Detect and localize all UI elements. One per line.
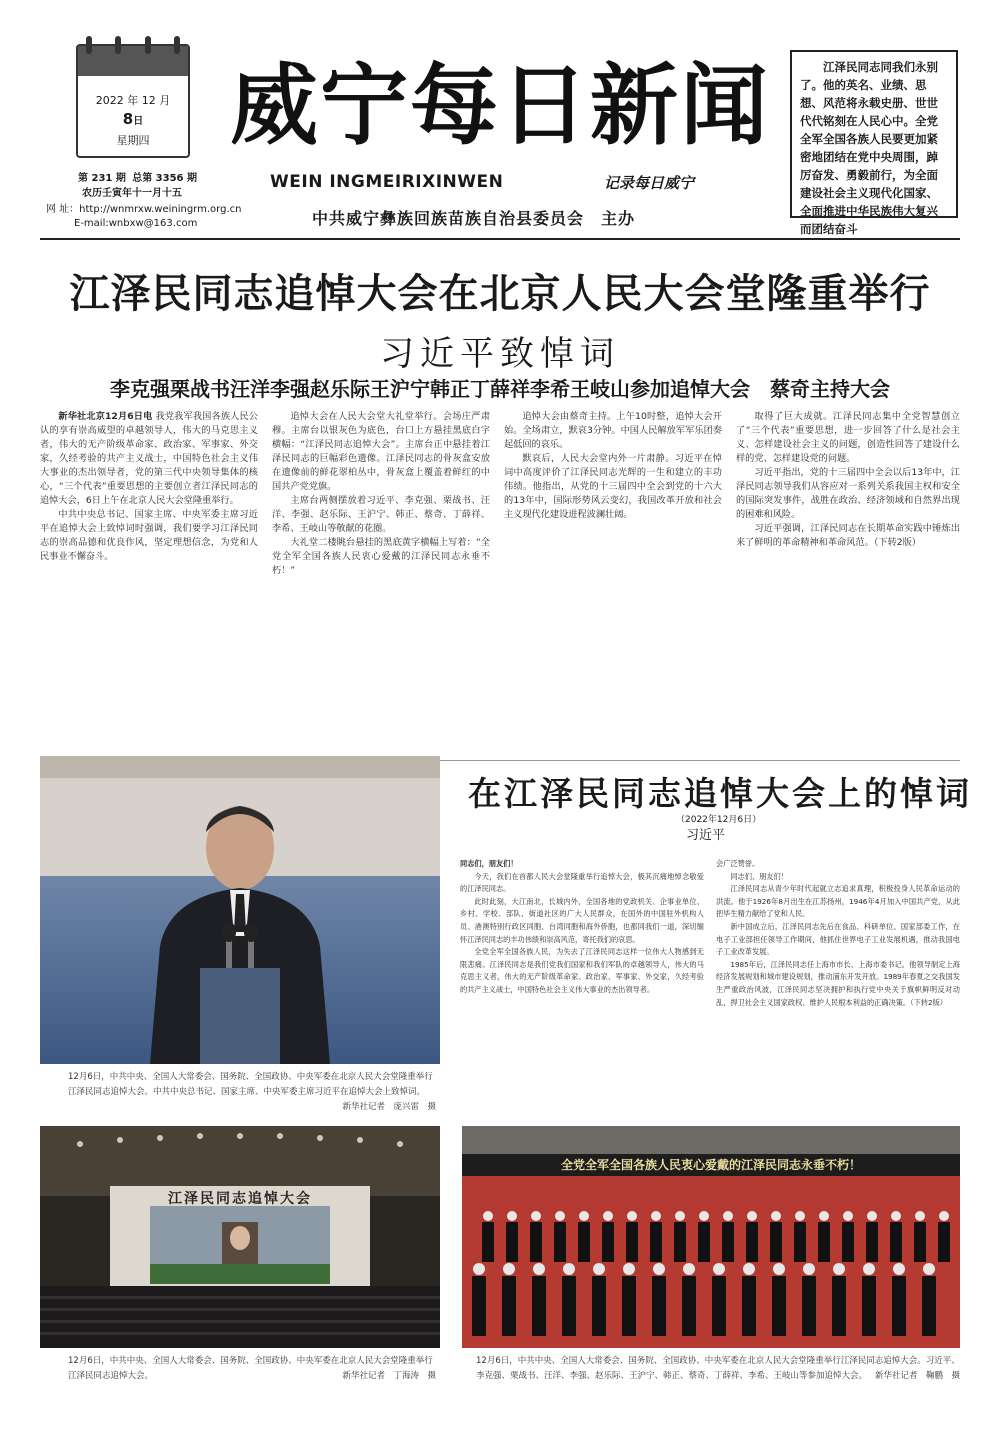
publisher-line: 中共威宁彝族回族苗族自治县委员会 主办 — [312, 209, 636, 228]
eulogy-date: （2022年12月6日） — [676, 815, 762, 825]
eulogy-paragraph: 1985年后，江泽民同志任上海市市长、上海市委书记。他领导制定上海经济发展规划和城市建设规划，推动浦东开发开放。1989年春夏之交我国发生严重政治风波，江泽民同志坚决拥护和执行党中央关于旗帜鲜明反对动乱，捍卫社会主义国家政权、维护人民根本利益的正确决策。（下转2版） — [716, 959, 960, 1007]
eulogy-paragraph: 同志们、朋友们！ — [730, 871, 788, 881]
speaker-photo-illustration — [40, 756, 440, 1064]
lunar-date: 农历壬寅年十一月十五 — [82, 188, 182, 199]
eulogy-paragraph: 全党全军全国各族人民，为失去了江泽民同志这样一位伟大人物感到无限悲痛。江泽民同志是我们党我们国家和我们军队的卓越领导人，伟大的马克思主义者，伟大的无产阶级革命家、政治家、军事家、外交家，久经考验的共产主义战士，中国特色社会主义伟大事业的杰出领导者。 — [460, 947, 704, 994]
hall-banner: 江泽民同志追悼大会 — [168, 1191, 312, 1207]
calendar-ring — [145, 36, 151, 54]
article-paragraph: 主席台两侧摆放着习近平、李克强、栗战书、汪洋、李强、赵乐际、王沪宁、韩正、蔡奇、丁薛祥、李希、王岐山等敬献的花圈。 — [272, 495, 490, 534]
issue-numbers: 第 231 期 总第 3356 期 — [78, 173, 197, 184]
hall-photo[interactable] — [40, 1126, 440, 1348]
article-paragraph: 追悼大会由蔡奇主持。上午10时整，追悼大会开始。全场肃立，默哀3分钟。中国人民解放军军乐团奏起低回的哀乐。 — [504, 411, 722, 450]
masthead-motto: 记录每日威宁 — [604, 174, 695, 192]
article-column-3 — [504, 410, 722, 736]
leaders-photo-caption: 12月6日，中共中央、全国人大常委会、国务院、全国政协、中央军委在北京人民大会堂隆重举行江泽民同志追悼大会。习近平、李克强、栗战书、汪洋、李强、赵乐际、王沪宁、韩正、蔡奇、丁薛祥、李希、王岐山等参加追悼大会。 新华社记者 鞠鹏 摄 — [476, 1354, 960, 1384]
masthead-rule — [40, 238, 960, 240]
lead-headline: 江泽民同志追悼大会在北京人民大会堂隆重举行 — [69, 271, 931, 317]
photo-credit: 新华社记者 庞兴雷 摄 — [342, 1102, 436, 1112]
website-link[interactable]: 网 址：http://wnmrxw.weiningrm.org.cn — [46, 204, 242, 215]
calendar-ring — [86, 36, 92, 54]
lead-deck: 李克强栗战书汪洋李强赵乐际王沪宁韩正丁薛祥李希王岐山参加追悼大会 蔡奇主持大会 — [110, 377, 890, 401]
article-paragraph: 取得了巨大成就。江泽民同志集中全党智慧创立了“三个代表”重要思想，进一步回答了什么是社会主义、怎样建设社会主义的问题，创造性回答了建设什么样的党、怎样建设党的问题。 — [736, 411, 960, 464]
calendar-ring — [174, 36, 180, 54]
photo-credit: 新华社记者 丁海涛 摄 — [342, 1371, 436, 1381]
masthead-pinyin: WEIN INGMEIRIXINWEN — [270, 172, 504, 192]
article-paragraph: 习近平强调，江泽民同志在长期革命实践中锤炼出来了鲜明的革命精神和革命风范。（下转2版） — [736, 523, 960, 548]
calendar-day: 8日 — [122, 110, 144, 128]
eulogy-salutation: 同志们，朋友们！ — [460, 859, 518, 868]
eulogy-paragraph: 此时此刻，大江南北，长城内外，全国各地的党政机关、企事业单位、乡村、学校、部队、街道社区的广大人民群众，在国外的中国驻外机构人员、港澳特别行政区同胞、台湾同胞和海外侨胞，也都同我们一道，深切缅怀江泽民同志的丰功伟绩和崇高风范，寄托我们的哀思。 — [460, 896, 704, 944]
article-column-4 — [736, 410, 960, 736]
eulogy-paragraph: 会广泛赞誉。 — [716, 859, 760, 868]
photo-credit: 新华社记者 鞠鹏 摄 — [874, 1371, 960, 1381]
masthead-title: 威宁每日新闻 — [230, 53, 771, 157]
article-paragraph: 习近平指出，党的十三届四中全会以后13年中，江泽民同志领导我们从容应对一系列关系我国主权和安全的国际突发事件，战胜在政治、经济领域和自然界出现的困难和风险。 — [736, 467, 960, 520]
masthead-ear-box: 江泽民同志同我们永别了。他的英名、业绩、思想、风范将永载史册、世世代代铭刻在人民心中。全党全军全国各族人民要更加紧密地团结在党中央周围，踔厉奋发、勇毅前行，为全面建设社会主义现代化国家、全面推进中华民族伟大复兴而团结奋斗 — [790, 50, 958, 218]
calendar-weekday: 星期四 — [116, 134, 150, 147]
hall-photo-illustration — [40, 1126, 440, 1348]
article-paragraph: 我党我军我国各族人民公认的享有崇高威望的卓越领导人，伟大的马克思主义者，伟大的无产阶级革命家、政治家、军事家、外交家，久经考验的共产主义战士，中国特色社会主义伟大事业的杰出领导者，党的第三代中央领导集体的核心，“三个代表”重要思想的主要创立者江泽民同志的追悼大会，6日上午在北京人民大会堂隆重举行。 — [40, 411, 258, 506]
main-photo[interactable] — [40, 756, 440, 1064]
article-paragraph: 默哀后，人民大会堂内外一片肃静。习近平在悼词中高度评价了江泽民同志光辉的一生和建立的丰功伟绩。他指出，从党的十三届四中全会到党的十六大的13年中，国际形势风云变幻，我国改革开放和社会主义现代化建设进程波澜壮阔。 — [504, 453, 722, 520]
article-column-1 — [40, 410, 258, 736]
eulogy-paragraph: 江泽民同志从青少年时代起就立志追求真理，积极投身人民革命运动的洪流。他于1926年8月出生在江苏扬州，1946年4月加入中国共产党，从此把毕生精力献给了党和人民。 — [716, 884, 960, 919]
article-column-2 — [272, 410, 490, 736]
leaders-banner: 全党全军全国各族人民衷心爱戴的江泽民同志永垂不朽！ — [560, 1158, 861, 1172]
eulogy-paragraph: 新中国成立后，江泽民同志先后在食品、科研单位、国家部委工作，在电子工业部担任领导工作期间，他抓住世界电子工业发展机遇，推动我国电子工业改革发展。 — [716, 921, 960, 957]
lead-subhead: 习近平致悼词 — [380, 334, 620, 374]
email-link[interactable]: E-mail:wnbxw@163.com — [74, 218, 198, 229]
calendar-ring — [115, 36, 121, 54]
calendar-block — [76, 44, 190, 158]
leaders-photo[interactable] — [462, 1126, 960, 1348]
eulogy-author: 习近平 — [686, 828, 726, 843]
eulogy-column-2 — [716, 858, 960, 1110]
eulogy-column-1 — [460, 858, 704, 1110]
eulogy-title: 在江泽民同志追悼大会上的悼词 — [468, 774, 972, 813]
main-photo-caption: 12月6日，中共中央、全国人大常委会、国务院、全国政协、中央军委在北京人民大会堂隆重举行江泽民同志追悼大会。中共中央总书记、国家主席、中央军委主席习近平在追悼大会上致悼词。 新华社记者 庞兴雷 摄 — [68, 1070, 436, 1115]
article-paragraph: 追悼大会在人民大会堂大礼堂举行。会场庄严肃穆。主席台以银灰色为底色，台口上方悬挂黑底白字横幅：“江泽民同志追悼大会”。主席台正中悬挂着江泽民同志的巨幅彩色遗像。江泽民同志的骨灰盒安放在遗像前的鲜花翠柏丛中，骨灰盒上覆盖着鲜红的中国共产党党旗。 — [272, 411, 490, 492]
eulogy-paragraph: 今天，我们在首都人民大会堂隆重举行追悼大会，极其沉痛地悼念敬爱的江泽民同志。 — [460, 871, 704, 894]
article-paragraph: 中共中央总书记、国家主席、中央军委主席习近平在追悼大会上致悼词时强调，我们要学习江泽民同志的崇高品德和优良作风，坚定理想信念，为党和人民事业不懈奋斗。 — [40, 509, 258, 562]
calendar-year-month: 2022 年 12 月 — [95, 94, 171, 107]
article-paragraph: 大礼堂二楼眺台悬挂的黑底黄字横幅上写着：“全党全军全国各族人民衷心爱戴的江泽民同志永垂不朽！” — [272, 537, 490, 576]
hall-photo-caption: 12月6日，中共中央、全国人大常委会、国务院、全国政协、中央军委在北京人民大会堂隆重举行江泽民同志追悼大会。 新华社记者 丁海涛 摄 — [68, 1354, 436, 1384]
dateline: 新华社北京12月6日电 — [58, 411, 153, 422]
